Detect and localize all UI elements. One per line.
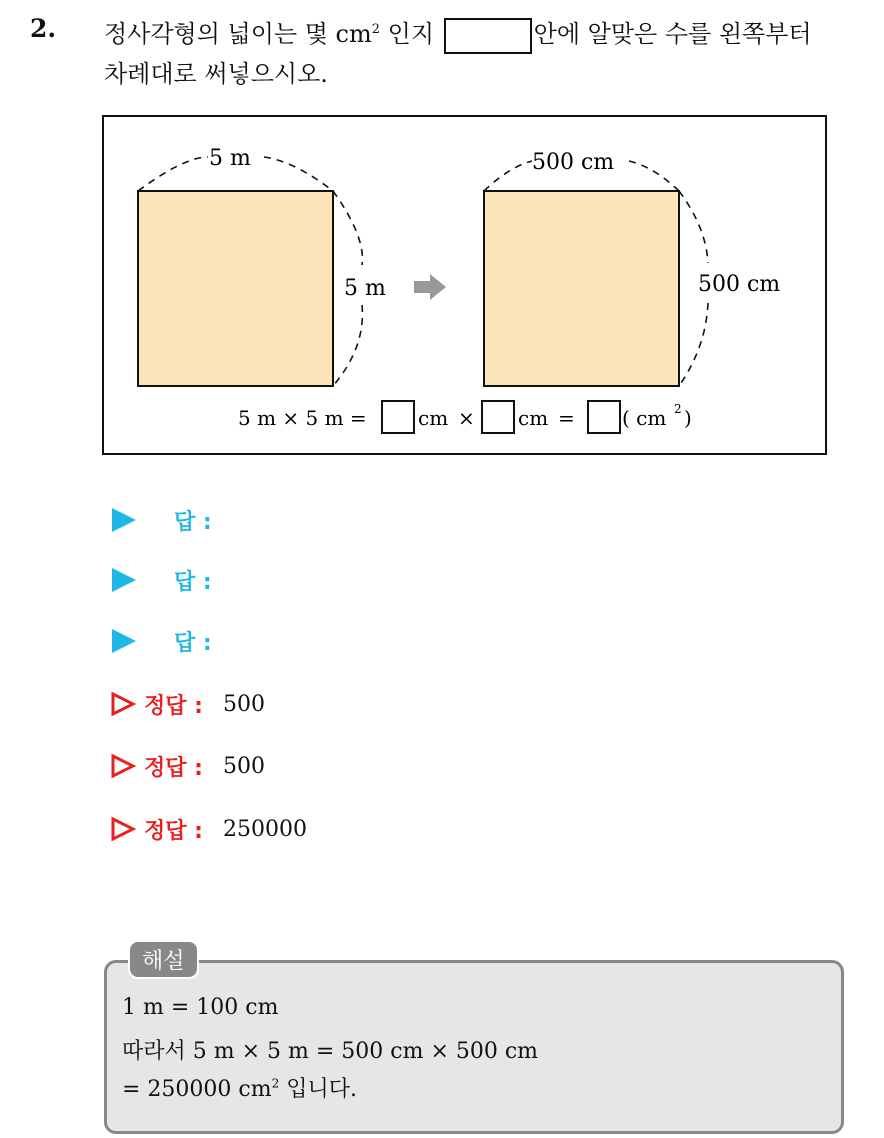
left-square [138, 191, 333, 386]
answer-row-2[interactable] [112, 563, 212, 597]
right-side-arc-a [679, 191, 708, 263]
right-side-label: 500 cm [698, 272, 781, 297]
equation-blank-2 [482, 401, 514, 433]
left-top-arc-a [138, 157, 208, 191]
question-line-1 [104, 14, 812, 54]
explanation-line-1: 1 m = 100 cm [122, 995, 279, 1020]
right-arrow-icon [414, 274, 446, 300]
explanation-line-2: 따라서 5 m × 5 m = 500 cm × 500 cm [122, 1039, 539, 1064]
correct-row-1 [110, 687, 265, 721]
correct-value: 500 [222, 753, 265, 779]
answer-blank-box [444, 18, 532, 54]
explanation-line-3 [122, 1072, 357, 1103]
outline-triangle-icon [110, 753, 136, 779]
equation-unit-area: ( cm [622, 406, 667, 430]
play-triangle-icon [112, 508, 136, 532]
play-triangle-icon [112, 629, 136, 653]
left-side-arc-a [333, 191, 362, 265]
equation-blank-1 [382, 401, 414, 433]
left-top-label: 5 m [209, 146, 251, 171]
question-line-2: 차례대로 써넣으시오. [104, 60, 328, 88]
explanation-line-3-sup: 2 [271, 1076, 280, 1091]
question-text-c: 안에 알맞은 수를 왼쪽부터 [533, 20, 812, 48]
explanation-line-3-a: = 250000 cm [122, 1077, 272, 1102]
equation-unit-area-close: ) [684, 406, 692, 430]
answer-label: 답 : [174, 630, 212, 656]
correct-label: 정답 : [144, 755, 203, 781]
correct-value: 250000 [222, 816, 307, 842]
explanation-tag: 해설 [128, 940, 199, 979]
equation-blank-3 [588, 401, 620, 433]
figure-svg [104, 117, 829, 457]
outline-triangle-icon [110, 691, 136, 717]
equation-unit-2: cm [518, 406, 549, 430]
answer-row-1[interactable] [112, 503, 212, 537]
correct-label: 정답 : [144, 818, 203, 844]
answer-label: 답 : [174, 569, 212, 595]
question-sup: 2 [371, 22, 381, 37]
correct-row-3 [110, 812, 307, 846]
right-top-label: 500 cm [532, 150, 615, 175]
left-side-label: 5 m [344, 276, 386, 301]
question-text-b: 인지 [380, 20, 442, 48]
equation-prefix: 5 m × 5 m = [238, 406, 367, 430]
left-side-arc-b [333, 305, 362, 386]
right-side-arc-b [679, 303, 708, 386]
question-number: 2. [30, 14, 57, 43]
explanation-line-3-b: 입니다. [279, 1077, 357, 1102]
equation-times: × [458, 406, 475, 430]
question-text-a: 정사각형의 넓이는 몇 cm [104, 20, 372, 48]
equation-unit-area-sup: 2 [674, 402, 682, 416]
play-triangle-icon [112, 568, 136, 592]
correct-label: 정답 : [144, 693, 203, 719]
correct-row-2 [110, 749, 265, 783]
right-top-arc-b [629, 161, 679, 191]
correct-value: 500 [222, 691, 265, 717]
left-top-arc-b [264, 157, 333, 191]
outline-triangle-icon [110, 816, 136, 842]
right-top-arc-a [484, 161, 532, 191]
equation-equals: = [558, 406, 575, 430]
right-square [484, 191, 679, 386]
answer-label: 답 : [174, 509, 212, 535]
equation-unit-1: cm [418, 406, 449, 430]
answer-row-3[interactable] [112, 624, 212, 658]
figure-box [102, 115, 827, 455]
